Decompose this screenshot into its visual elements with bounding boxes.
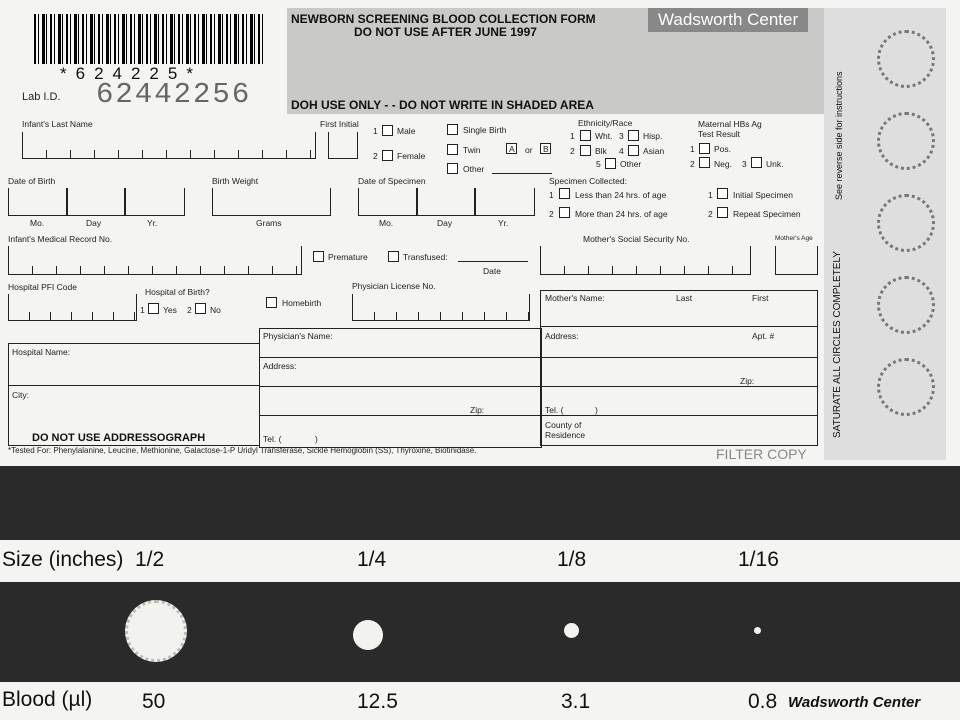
dob-yr-label: Yr. <box>147 218 158 228</box>
blood-spot-circle-5[interactable] <box>877 358 935 416</box>
tested-for-note: *Tested For: Phenylalanine, Leucine, Methionine, Galactose-1-P Uridyl Transferase, Sickle Hemoglobin (SS), Thyroxine, Biotinidase. <box>8 446 477 455</box>
dob-mo-label: Mo. <box>30 218 45 228</box>
eth-wht-checkbox[interactable] <box>580 130 591 141</box>
eth-other-checkbox[interactable] <box>605 158 616 169</box>
filter-copy-label: FILTER COPY <box>716 446 807 462</box>
male-checkbox[interactable] <box>382 125 393 136</box>
birth-weight-field[interactable] <box>212 188 331 216</box>
medical-record-label: Infant's Medical Record No. <box>8 234 113 244</box>
initial-specimen-label: Initial Specimen <box>733 190 794 200</box>
size-quarter: 1/4 <box>357 548 387 571</box>
mother-tel-label: Tel. ( <box>545 405 564 415</box>
mother-ssn-field[interactable] <box>540 246 751 275</box>
eth-hisp-checkbox[interactable] <box>628 130 639 141</box>
phys-divider-3 <box>259 415 541 416</box>
blood-50: 50 <box>142 690 166 713</box>
mother-name-label: Mother's Name: <box>545 293 605 303</box>
side-instructions: See reverse side for instructions <box>834 71 844 200</box>
specimen-collected-title: Specimen Collected: <box>549 176 627 186</box>
size-sixteenth: 1/16 <box>738 548 779 571</box>
spot-half-inch <box>125 600 187 662</box>
phys-divider-2 <box>259 386 541 387</box>
gt24-checkbox[interactable] <box>559 207 570 218</box>
twin-or-label: or <box>525 145 533 155</box>
physician-zip-label: Zip: <box>470 405 485 415</box>
blood-spot-circle-2[interactable] <box>877 112 935 170</box>
dos-divider-2 <box>474 188 476 215</box>
repeat-specimen-checkbox[interactable] <box>717 207 728 218</box>
medical-record-field[interactable] <box>8 246 302 275</box>
blood-spot-circle-1[interactable] <box>877 30 935 88</box>
form-title: NEWBORN SCREENING BLOOD COLLECTION FORM <box>291 12 596 26</box>
physician-address-label: Address: <box>263 361 297 371</box>
mother-last-label: Last <box>676 293 693 303</box>
doh-notice: DOH USE ONLY - - DO NOT WRITE IN SHADED AREA <box>291 98 594 112</box>
hospital-pfi-label: Hospital PFI Code <box>8 282 77 292</box>
eth-blk-checkbox[interactable] <box>580 145 591 156</box>
barcode <box>34 14 266 64</box>
dos-day-label: Day <box>437 218 453 228</box>
form-expiry: DO NOT USE AFTER JUNE 1997 <box>354 25 537 39</box>
hospital-block <box>8 343 260 446</box>
hob-2-number: 2 <box>187 305 192 315</box>
dob-divider-1 <box>66 188 68 215</box>
blood-3-1: 3.1 <box>561 690 591 713</box>
hbs-unk-label: Unk. <box>766 159 784 169</box>
repeat-specimen-label: Repeat Specimen <box>733 209 801 219</box>
spot-quarter-inch <box>353 620 383 650</box>
stype-1-number: 1 <box>708 190 713 200</box>
hob-no-checkbox[interactable] <box>195 303 206 314</box>
county-label-2: Residence <box>545 430 586 440</box>
date-of-specimen-field[interactable] <box>358 188 535 216</box>
grams-label: Grams <box>256 218 282 228</box>
transfused-date-line <box>458 261 528 262</box>
watermark-top: Wadsworth Center <box>648 8 808 32</box>
mother-age-label: Mother's Age <box>775 235 813 242</box>
blood-0-8: 0.8 <box>748 690 778 713</box>
lt24-label: Less than 24 hrs. of age <box>575 190 667 200</box>
spot-eighth-inch <box>564 623 579 638</box>
transfused-date-label: Date <box>483 266 501 276</box>
first-initial-label: First Initial <box>320 119 359 129</box>
hob-1-number: 1 <box>140 305 145 315</box>
mother-first-label: First <box>752 293 769 303</box>
twin-label: Twin <box>463 145 481 155</box>
credit-label: Wadsworth Center <box>788 694 921 711</box>
hbs-2-number: 2 <box>690 159 695 169</box>
hob-yes-label: Yes <box>163 305 177 315</box>
eth-other-label: Other <box>620 159 642 169</box>
eth-asian-checkbox[interactable] <box>628 145 639 156</box>
hospital-pfi-field[interactable] <box>8 294 137 321</box>
lab-id-value: 62442256 <box>96 78 252 111</box>
physician-name-label: Physician's Name: <box>263 331 333 341</box>
birth-weight-label: Birth Weight <box>212 176 259 186</box>
date-of-specimen-label: Date of Specimen <box>358 176 426 186</box>
dob-day-label: Day <box>86 218 102 228</box>
side-saturate-notice: SATURATE ALL CIRCLES COMPLETELY <box>832 251 843 438</box>
blood-12-5: 12.5 <box>357 690 398 713</box>
hbs-unk-checkbox[interactable] <box>751 157 762 168</box>
eth-4-number: 4 <box>619 146 624 156</box>
hospital-name-label: Hospital Name: <box>12 347 71 357</box>
mother-divider-1 <box>540 326 817 327</box>
dos-yr-label: Yr. <box>498 218 509 228</box>
premature-label: Premature <box>328 252 368 262</box>
premature-checkbox[interactable] <box>313 251 324 262</box>
mother-tel-close: ) <box>595 405 598 415</box>
hospital-divider <box>8 385 259 386</box>
eth-3-number: 3 <box>619 131 624 141</box>
female-number: 2 <box>373 151 378 161</box>
blood-band <box>0 682 960 720</box>
hbs-neg-checkbox[interactable] <box>699 157 710 168</box>
dos-mo-label: Mo. <box>379 218 394 228</box>
hob-yes-checkbox[interactable] <box>148 303 159 314</box>
eth-5-number: 5 <box>596 159 601 169</box>
size-eighth: 1/8 <box>557 548 587 571</box>
mother-zip-label: Zip: <box>740 376 755 386</box>
date-of-birth-label: Date of Birth <box>8 176 56 186</box>
hospital-city-label: City: <box>12 390 29 400</box>
infant-last-name-label: Infant's Last Name <box>22 119 93 129</box>
spot-sixteenth-inch <box>754 627 761 634</box>
twin-a-label: A <box>509 144 515 154</box>
dos-divider-1 <box>416 188 418 215</box>
mother-divider-3 <box>540 386 817 387</box>
eth-2-number: 2 <box>570 146 575 156</box>
physician-tel-close: ) <box>315 434 318 444</box>
mother-divider-4 <box>540 415 817 416</box>
other-birth-line <box>492 173 552 174</box>
twin-b-label: B <box>543 144 549 154</box>
eth-blk-label: Blk <box>595 146 607 156</box>
infant-last-name-field[interactable] <box>22 132 316 159</box>
homebirth-checkbox[interactable] <box>266 297 277 308</box>
mother-divider-2 <box>540 357 817 358</box>
mother-apt-label: Apt. # <box>752 331 775 341</box>
lab-id-label: Lab I.D. <box>22 91 61 103</box>
mother-ssn-label: Mother's Social Security No. <box>583 234 690 244</box>
twin-checkbox[interactable] <box>447 144 458 155</box>
gt24-label: More than 24 hrs. of age <box>575 209 668 219</box>
mother-address-label: Address: <box>545 331 579 341</box>
spec-2-number: 2 <box>549 209 554 219</box>
female-label: Female <box>397 151 426 161</box>
transfused-checkbox[interactable] <box>388 251 399 262</box>
hbs-1-number: 1 <box>690 144 695 154</box>
physician-tel-label: Tel. ( <box>263 434 282 444</box>
male-number: 1 <box>373 126 378 136</box>
phys-divider-1 <box>259 357 541 358</box>
physician-license-label: Physician License No. <box>352 281 436 291</box>
hob-no-label: No <box>210 305 221 315</box>
dob-divider-2 <box>124 188 126 215</box>
single-birth-label: Single Birth <box>463 125 507 135</box>
single-birth-checkbox[interactable] <box>447 124 458 135</box>
eth-wht-label: Wht. <box>595 131 613 141</box>
eth-asian-label: Asian <box>643 146 665 156</box>
size-row-label: Size (inches) <box>2 548 124 571</box>
date-of-birth-field[interactable] <box>8 188 185 216</box>
blood-row-label: Blood (µl) <box>2 688 93 711</box>
eth-hisp-label: Hisp. <box>643 131 663 141</box>
physician-block <box>259 328 542 448</box>
hbs-pos-label: Pos. <box>714 144 732 154</box>
first-initial-field[interactable] <box>328 132 358 159</box>
hbs-title: Maternal HBs Ag <box>698 119 762 129</box>
blood-spot-circle-3[interactable] <box>877 194 935 252</box>
barcode-number: *624225* <box>60 64 202 83</box>
hbs-pos-checkbox[interactable] <box>699 143 710 154</box>
transfused-label: Transfused: <box>403 252 448 262</box>
size-band <box>0 540 960 582</box>
hbs-subtitle: Test Result <box>698 129 741 139</box>
initial-specimen-checkbox[interactable] <box>717 188 728 199</box>
no-addressograph-notice: DO NOT USE ADDRESSOGRAPH <box>32 432 206 444</box>
lt24-checkbox[interactable] <box>559 188 570 199</box>
female-checkbox[interactable] <box>382 150 393 161</box>
physician-license-field[interactable] <box>352 294 530 321</box>
stype-2-number: 2 <box>708 209 713 219</box>
eth-1-number: 1 <box>570 131 575 141</box>
homebirth-label: Homebirth <box>282 298 322 308</box>
ethnicity-title: Ethnicity/Race <box>578 118 633 128</box>
blood-spot-circle-4[interactable] <box>877 276 935 334</box>
other-birth-label: Other <box>463 164 485 174</box>
hospital-of-birth-label: Hospital of Birth? <box>145 287 210 297</box>
size-half: 1/2 <box>135 548 165 571</box>
mother-age-field[interactable] <box>775 246 818 275</box>
spec-1-number: 1 <box>549 190 554 200</box>
hbs-neg-label: Neg. <box>714 159 732 169</box>
hbs-3-number: 3 <box>742 159 747 169</box>
mother-block <box>540 290 818 446</box>
male-label: Male <box>397 126 416 136</box>
other-birth-checkbox[interactable] <box>447 163 458 174</box>
county-label-1: County of <box>545 420 582 430</box>
